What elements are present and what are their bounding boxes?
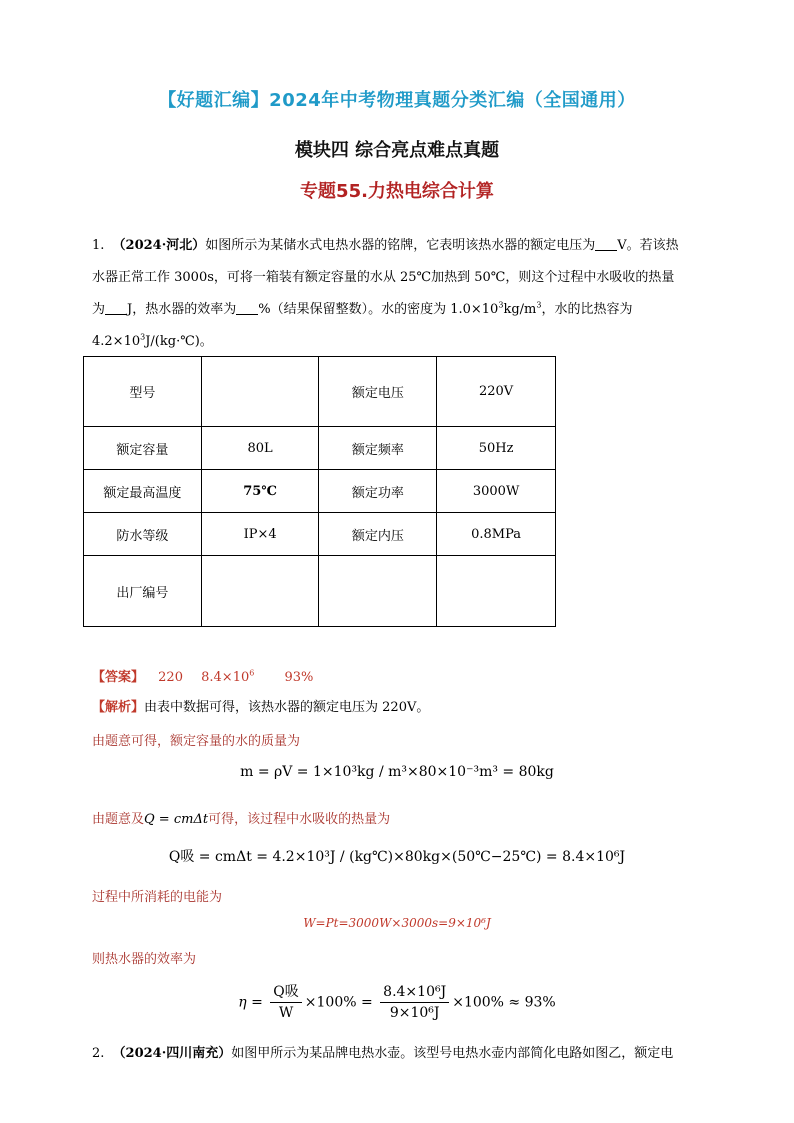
question-source: （2024·河北）: [112, 238, 206, 253]
question-text: 为: [92, 302, 106, 317]
superscript: 3: [536, 300, 542, 310]
analysis-step-1: 由题意可得，额定容量的水的质量为: [92, 734, 301, 749]
answer-blank: [105, 300, 127, 315]
question-text: 4.2×10: [92, 334, 141, 349]
answer-line: [92, 666, 712, 685]
series-title: 【好题汇编】2024年中考物理真题分类汇编（全国通用）: [158, 90, 636, 111]
table-row: [84, 556, 556, 627]
question-1-line-3: [92, 294, 704, 326]
topic-title: 专题55.力热电综合计算: [300, 181, 494, 202]
question-text: ，水的比热容为: [541, 302, 633, 317]
analysis-label: 【解析】: [92, 700, 145, 715]
equation-heat: Q吸 = cmΔt = 4.2×10³J / (kg℃)×80kg×(50℃−25℃) = 8.4×10⁶J: [168, 849, 626, 865]
module-title: 模块四 综合亮点难点真题: [294, 140, 500, 161]
analysis-step-2: 由题意及Q = cmΔt可得，该过程中水吸收的热量为: [92, 812, 391, 827]
table-cell: 75℃: [201, 470, 319, 513]
question-number: 2.: [92, 1046, 105, 1061]
table-cell: [201, 556, 319, 627]
question-text: kg/m: [503, 302, 537, 317]
table-cell: [319, 556, 437, 627]
analysis-step-3: 过程中所消耗的电能为: [92, 890, 223, 905]
question-text: J/(kg·℃)。: [145, 334, 213, 349]
table-cell: 220V: [437, 357, 556, 427]
table-cell: 额定内压: [319, 513, 437, 556]
question-text: 如图甲所示为某品牌电热水壶。该型号电热水壶内部简化电路如图乙，额定电: [231, 1046, 674, 1061]
table-cell: 额定最高温度: [84, 470, 202, 513]
answer-value-2: $8.4\times 10^6$: [201, 668, 255, 685]
table-cell: 防水等级: [84, 513, 202, 556]
question-text: %（结果保留整数）。水的密度为 1.0×10: [258, 302, 499, 317]
table-cell: 3000W: [437, 470, 556, 513]
answer-label: 【答案】: [92, 670, 145, 685]
question-1-line-4: [92, 326, 704, 358]
table-row: [84, 427, 556, 470]
table-cell: 额定电压: [319, 357, 437, 427]
question-1-line-1: [92, 230, 704, 262]
table-row: [84, 470, 556, 513]
analysis-text: 由表中数据可得，该热水器的额定电压为 220V。: [144, 700, 430, 715]
table-row: [84, 357, 556, 427]
table-cell: [437, 556, 556, 627]
analysis-step-4: 则热水器的效率为: [92, 952, 197, 967]
question-text: J，热水器的效率为: [127, 302, 237, 317]
question-2: [92, 1038, 704, 1070]
question-1-line-2: 水器正常工作 3000s，可将一箱装有额定容量的水从 25℃加热到 50℃，则这个过程中水吸收的热量: [92, 270, 675, 285]
table-cell: 型号: [84, 357, 202, 427]
table-cell: 额定频率: [319, 427, 437, 470]
answer-blank: [595, 236, 617, 251]
question-text: 如图所示为某储水式电热水器的铭牌，它表明该热水器的额定电压为: [205, 238, 596, 253]
equation-efficiency: η = $\frac{\text{Q吸}}{W}$ ×100% = $\frac{\text{8.4×10⁶J}}{\text{9×10⁶J}}$ ×100% ≈ 93%: [238, 984, 556, 1021]
question-source: （2024·四川南充）: [112, 1046, 232, 1061]
superscript: 3: [140, 332, 146, 342]
question-number: 1.: [92, 238, 105, 253]
analysis-intro: [92, 696, 712, 715]
nameplate-table: [83, 356, 556, 627]
table-cell: 50Hz: [437, 427, 556, 470]
table-cell: 出厂编号: [84, 556, 202, 627]
question-text: V。若该热: [617, 238, 679, 253]
fraction: $\frac{\text{Q吸}}{W}$: [270, 982, 301, 1023]
table-cell: [201, 357, 319, 427]
answer-blank: [236, 300, 258, 315]
answer-value-3: 93%: [284, 670, 314, 685]
table-cell: IP×4: [201, 513, 319, 556]
question-1: [92, 230, 704, 358]
table-row: [84, 513, 556, 556]
table-cell: 额定功率: [319, 470, 437, 513]
table-cell: 额定容量: [84, 427, 202, 470]
table-cell: 80L: [201, 427, 319, 470]
answer-value-1: 220: [158, 670, 183, 685]
fraction: $\frac{\text{8.4×10⁶J}}{\text{9×10⁶J}}$: [380, 982, 449, 1023]
table-cell: 0.8MPa: [437, 513, 556, 556]
equation-mass: m = ρV = 1×10³kg / m³×80×10⁻³m³ = 80kg: [240, 764, 554, 780]
equation-energy: W=Pt=3000W×3000s=9×10⁶J: [303, 916, 491, 930]
superscript: 3: [498, 300, 504, 310]
